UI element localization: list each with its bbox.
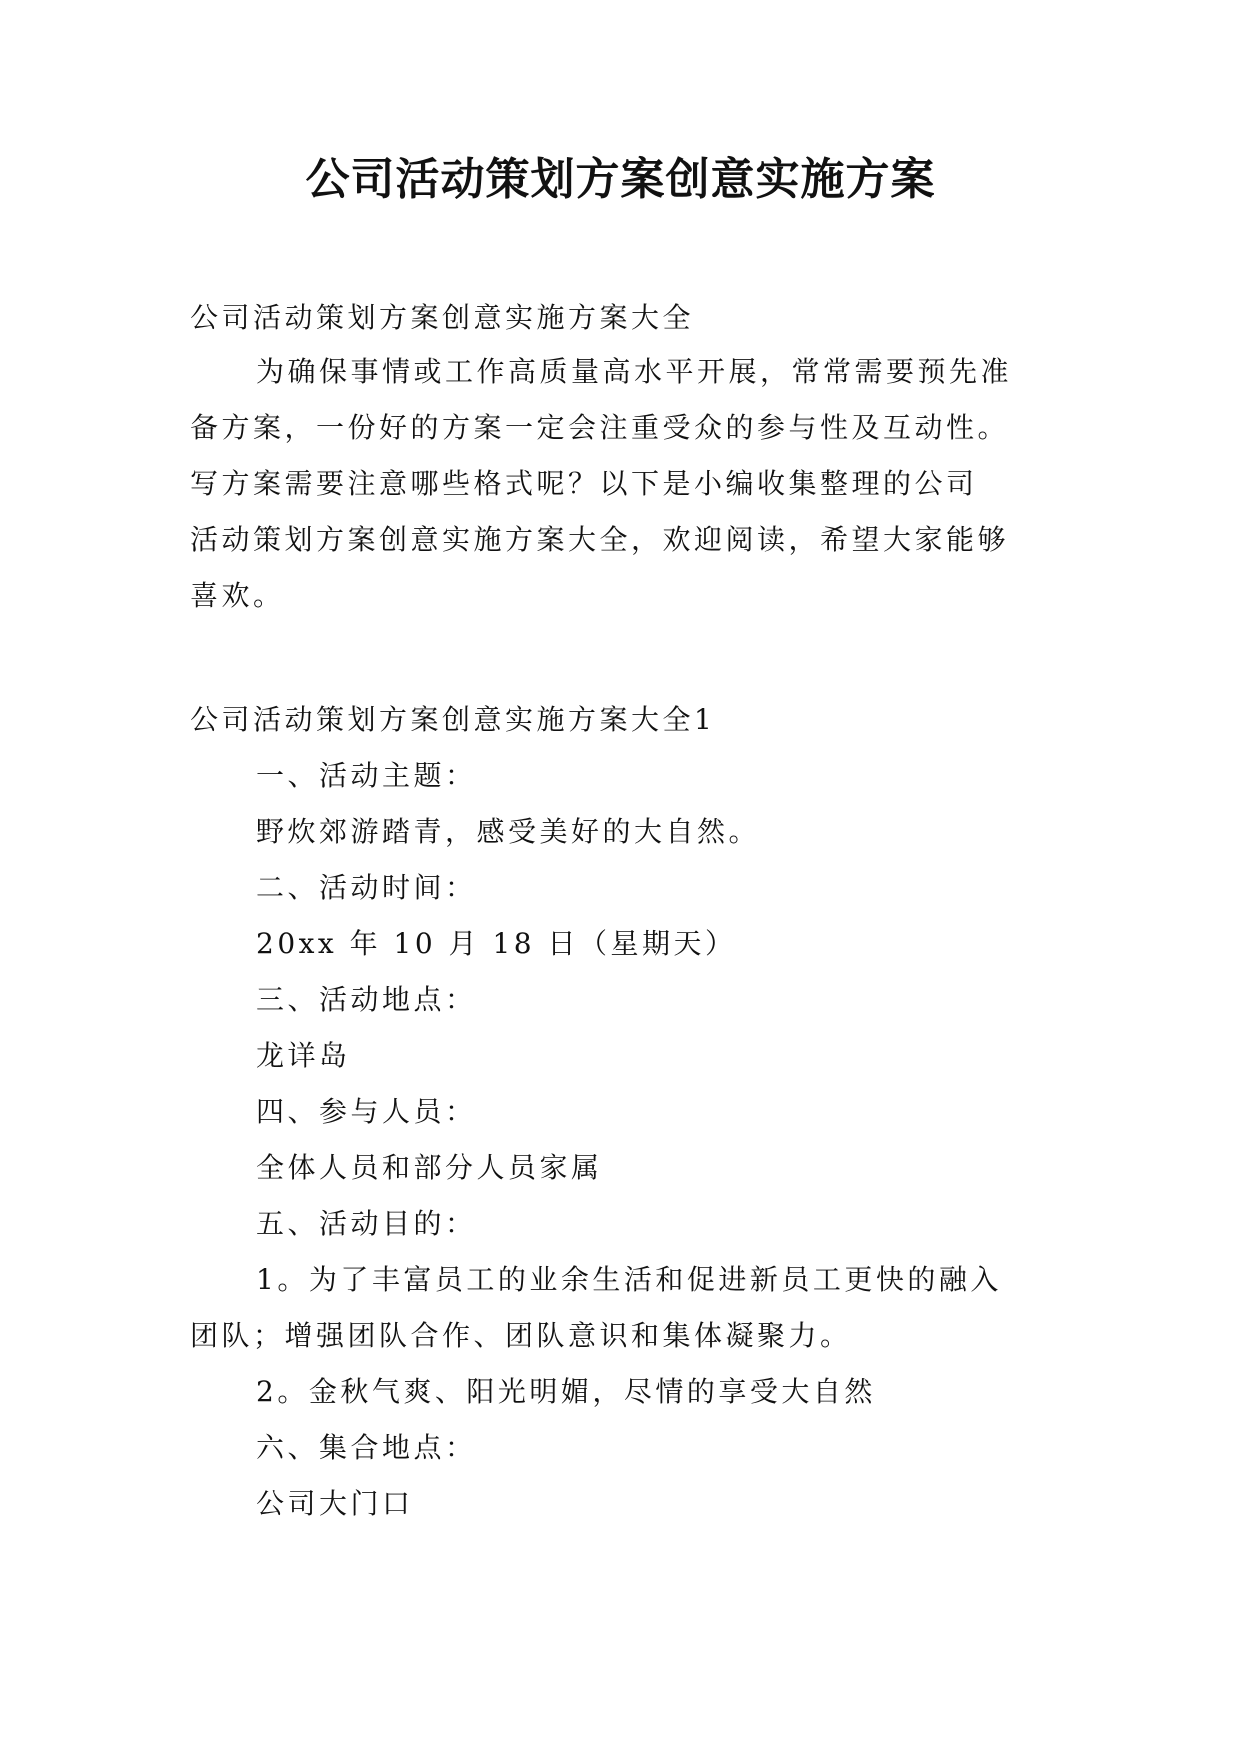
item-line: 团队；增强团队合作、团队意识和集体凝聚力。 [190,1319,852,1352]
document-title: 公司活动策划方案创意实施方案 [305,154,936,205]
subtitle: 公司活动策划方案创意实施方案大全 [190,301,695,334]
item-line: 五、活动目的： [256,1207,477,1240]
item-line: 2。金秋气爽、阳光明媚，尽情的享受大自然 [256,1375,876,1408]
item-line: 20xx 年 10 月 18 日（星期天） [256,927,737,960]
item-line: 全体人员和部分人员家属 [256,1151,603,1184]
item-line: 野炊郊游踏青，感受美好的大自然。 [256,815,761,848]
intro-line: 喜欢。 [190,579,285,612]
intro-line: 写方案需要注意哪些格式呢？以下是小编收集整理的公司 [190,467,978,500]
item-line: 1。为了丰富员工的业余生活和促进新员工更快的融入 [256,1263,1002,1296]
intro-line: 为确保事情或工作高质量高水平开展，常常需要预先准 [256,355,1013,388]
item-line: 二、活动时间： [256,871,477,904]
item-line: 六、集合地点： [256,1431,477,1464]
item-line: 公司大门口 [256,1487,414,1520]
intro-line: 备方案，一份好的方案一定会注重受众的参与性及互动性。 [190,411,1010,444]
section-heading: 公司活动策划方案创意实施方案大全1 [190,703,716,736]
item-line: 龙详岛 [256,1039,351,1072]
intro-line: 活动策划方案创意实施方案大全，欢迎阅读，希望大家能够 [190,523,1010,556]
item-line: 一、活动主题： [256,759,477,792]
item-line: 三、活动地点： [256,983,477,1016]
item-line: 四、参与人员： [256,1095,477,1128]
